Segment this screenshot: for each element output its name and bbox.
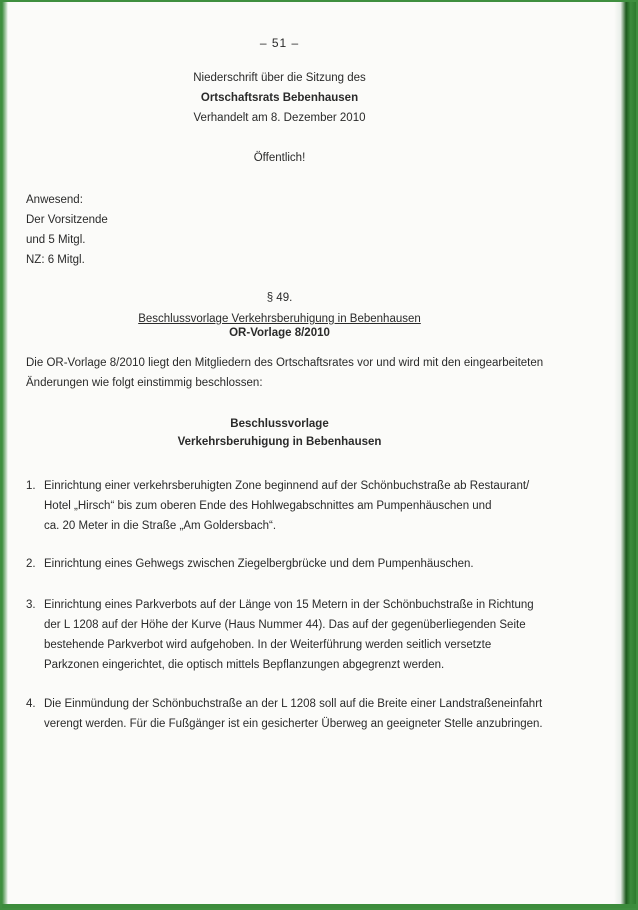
attendance-nz: NZ: 6 Mitgl. — [26, 254, 85, 266]
scan-edge-left — [2, 2, 8, 908]
list-item-line: ca. 20 Meter in die Straße „Am Goldersbach“. — [44, 520, 277, 532]
list-item — [26, 476, 566, 536]
intro-paragraph — [26, 353, 546, 393]
resolution-heading: Beschlussvorlage — [230, 418, 329, 430]
header-date: Verhandelt am 8. Dezember 2010 — [193, 112, 366, 124]
list-item — [26, 694, 566, 734]
list-item-line: Einrichtung eines Gehwegs zwischen Ziegelbergbrücke und dem Pumpenhäuschen. — [44, 558, 474, 570]
section-number: § 49. — [266, 292, 293, 304]
header-line-1: Niederschrift über die Sitzung des — [193, 72, 366, 84]
list-item-line: der L 1208 auf der Höhe der Kurve (Haus Nummer 44). Das auf der gegenüberliegenden Seite — [44, 619, 526, 631]
list-item-number: 3. — [26, 599, 36, 611]
list-item-line: bestehende Parkverbot wird aufgehoben. In der Weiterführung werden seitlich versetzte — [44, 639, 492, 651]
list-item-number: 2. — [26, 558, 36, 570]
attendance-members: und 5 Mitgl. — [26, 234, 86, 246]
intro-line-2: Änderungen wie folgt einstimmig beschlossen: — [26, 377, 263, 389]
public-notice: Öffentlich! — [253, 152, 306, 164]
list-item — [26, 595, 566, 675]
list-item-line: Einrichtung einer verkehrsberuhigten Zone beginnend auf der Schönbuchstraße ab Restaurant/ — [44, 480, 530, 492]
list-item-number: 4. — [26, 698, 36, 710]
list-item-number: 1. — [26, 480, 36, 492]
list-item — [26, 554, 566, 574]
list-item-line: Die Einmündung der Schönbuchstraße an der L 1208 soll auf die Breite einer Landstraßeneinfahrt — [44, 698, 543, 710]
attendance-chair: Der Vorsitzende — [26, 214, 108, 226]
list-item-line: Parkzonen eingerichtet, die optisch mittels Bepflanzungen abgegrenzt werden. — [44, 659, 445, 671]
header-council-name: Ortschaftsrats Bebenhausen — [200, 92, 359, 104]
scan-edge-bottom — [2, 904, 636, 908]
list-item-line: Hotel „Hirsch“ bis zum oberen Ende des Hohlwegabschnittes am Pumpenhäuschen und — [44, 500, 492, 512]
section-title: Beschlussvorlage Verkehrsberuhigung in Bebenhausen — [138, 313, 421, 325]
section-subtitle: OR-Vorlage 8/2010 — [229, 327, 330, 339]
page-number: – 51 – — [259, 36, 300, 50]
list-item-line: Einrichtung eines Parkverbots auf der Länge von 15 Metern in der Schönbuchstraße in Richtung — [44, 599, 534, 611]
attendance-label: Anwesend: — [26, 194, 83, 206]
scan-edge-right — [614, 2, 636, 908]
resolution-subheading: Verkehrsberuhigung in Bebenhausen — [177, 436, 382, 448]
list-item-line: verengt werden. Für die Fußgänger ist ein gesicherter Überweg an geeigneter Stelle anzubringen. — [44, 718, 543, 730]
intro-line-1: Die OR-Vorlage 8/2010 liegt den Mitgliedern des Ortschaftsrates vor und wird mit den eingearbeiteten — [26, 357, 544, 369]
